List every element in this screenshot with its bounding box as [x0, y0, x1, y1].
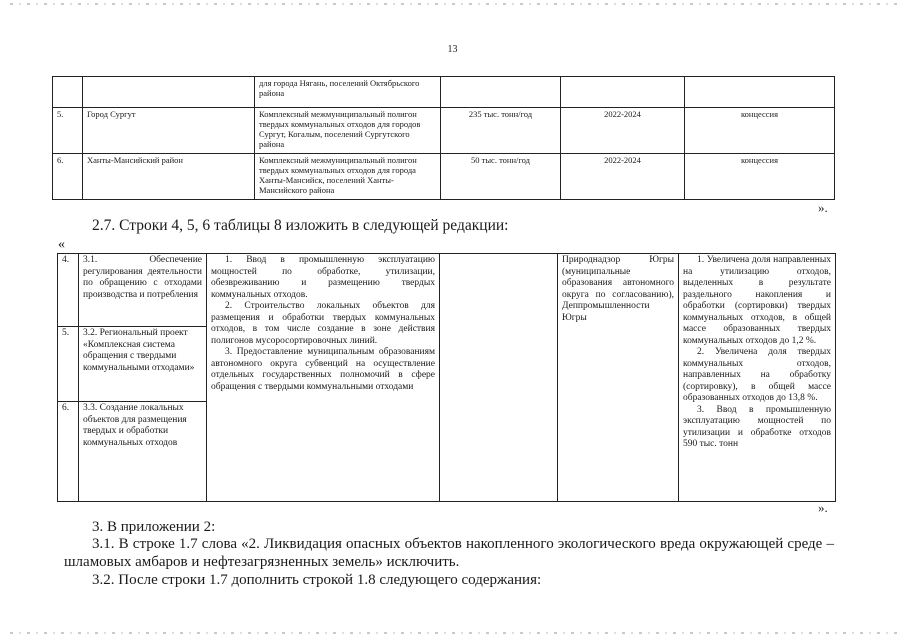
table-row	[53, 154, 835, 200]
section-3-2: 3.2. После строки 1.7 дополнить строкой 1.8 следующего содержания:	[92, 572, 542, 588]
cell-num: 4.	[58, 254, 79, 327]
cell-num: 6.	[53, 154, 83, 200]
result-item: 1. Увеличена доля направленных на утилизацию отходов, выделенных в результате раздельного накопления и обработки (сортировки) твердых коммунальных отходов, в общей массе образованных твердых коммунальных отходов до 1,2 %.	[683, 255, 831, 346]
measure-item: 2. Строительство локальных объектов для размещения и обработки твердых коммунальных отходов, в том числе создание в зоне действия полигонов мусоросортировочных линий.	[211, 301, 435, 346]
cell-name: Город Сургут	[83, 108, 255, 154]
result-item: 2. Увеличена доля твердых коммунальных отходов, направленных на обработку (сортировку), в общей массе образованных отходов до 13,8 %.	[683, 347, 831, 403]
cell-object: Комплексный межмуниципальный полигон твердых коммунальных отходов для городов Сургут, Когалым, поселений Сургутского района	[255, 108, 441, 154]
section-2-7: 2.7. Строки 4, 5, 6 таблицы 8 изложить в следующей редакции:	[92, 217, 509, 234]
cell-executors: Природнадзор Югры (муниципальные образования автономного округа по согласованию), Деппромышленности Югры	[558, 254, 679, 502]
section-3-1: 3.1. В строке 1.7 слова «2. Ликвидация опасных объектов накопленного экологического вреда окружающей среде – шламовых амбаров и нефтезагрязненных земель» исключить.	[64, 536, 834, 570]
cell-num: 5.	[58, 327, 79, 402]
cell-period	[561, 77, 685, 108]
scan-noise-bottom	[10, 632, 897, 634]
cell-empty	[440, 254, 558, 502]
table-waste-facilities	[52, 76, 835, 200]
cell-object: Комплексный межмуниципальный полигон твердых коммунальных отходов для города Ханты-Мансийск, поселений Ханты-Мансийского района	[255, 154, 441, 200]
cell-num: 6.	[58, 402, 79, 502]
result-item: 3. Ввод в промышленную эксплуатацию мощностей по утилизации и обработке отходов 590 тыс. тонн	[683, 404, 831, 449]
measure-item: 3. Предоставление муниципальным образованиям автономного округа субвенций на осуществление отдельных государственных полномочий в сфере обращения с твердыми коммунальными отходами	[211, 347, 435, 392]
page-number: 13	[447, 44, 458, 55]
closing-quote-top: ».	[818, 200, 828, 215]
table-row	[53, 77, 835, 108]
scan-noise-top	[10, 3, 897, 5]
measure-item: 1. Ввод в промышленную эксплуатацию мощностей по обработке, утилизации, обезвреживанию и размещению твердых коммунальных отходов.	[211, 255, 435, 300]
cell-num: 5.	[53, 108, 83, 154]
cell-num	[53, 77, 83, 108]
cell-form	[685, 77, 835, 108]
cell-name: 3.2. Региональный проект «Комплексная система обращения с твердыми коммунальными отходами»	[79, 327, 207, 402]
cell-capacity: 50 тыс. тонн/год	[441, 154, 561, 200]
cell-name: Ханты-Мансийский район	[83, 154, 255, 200]
table-row	[58, 254, 836, 327]
cell-period: 2022-2024	[561, 154, 685, 200]
cell-capacity	[441, 77, 561, 108]
cell-results	[679, 254, 836, 502]
opening-quote: «	[58, 237, 65, 252]
cell-name	[83, 77, 255, 108]
cell-object: для города Нягань, поселений Октябрьского района	[255, 77, 441, 108]
cell-name: 3.1. Обеспечение регулирования деятельности по обращению с отходами производства и потребления	[79, 254, 207, 327]
cell-form: концессия	[685, 108, 835, 154]
table-8-rows	[57, 253, 836, 502]
cell-name: 3.3. Создание локальных объектов для размещения твердых и обработки коммунальных отходов	[79, 402, 207, 502]
cell-period: 2022-2024	[561, 108, 685, 154]
cell-measures	[207, 254, 440, 502]
table-row	[53, 108, 835, 154]
cell-form: концессия	[685, 154, 835, 200]
section-3: 3. В приложении 2:	[92, 519, 216, 535]
cell-capacity: 235 тыс. тонн/год	[441, 108, 561, 154]
closing-quote-main: ».	[818, 500, 828, 515]
